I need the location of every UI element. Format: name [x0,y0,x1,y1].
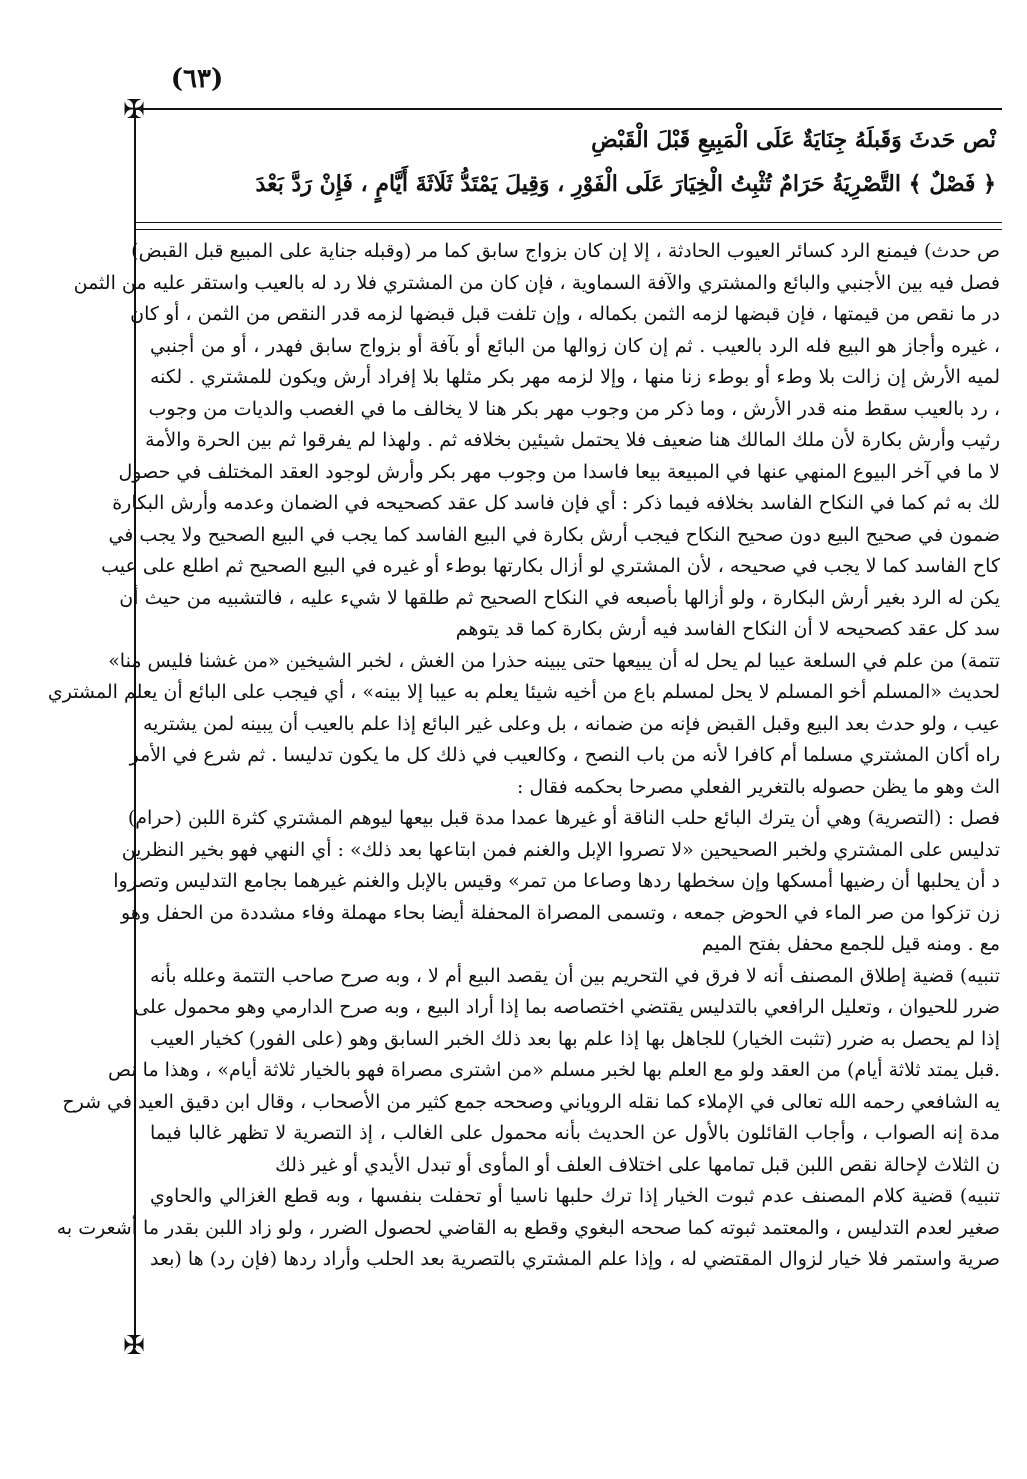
commentary-line: لك به ثم كما في النكاح الفاسد بخلافه فيما ذكر : أي فإن فاسد كل عقد كصحيحه في الضمان وعدمه وأرش البكارة [112,492,1000,514]
matn-line: ﴿ فَصْلٌ ﴾ التَّصْرِيَةُ حَرَامٌ تُثْبِتُ الْخِيَارَ عَلَى الْفَوْرِ ، وَقِيلَ يَمْتَدُّ ثَلَاثَةَ أَيَّامٍ ، فَإِنْ رَدَّ بَعْدَ [255,171,996,197]
commentary-line: .قبل يمتد ثلاثة أيام) من العقد ولو مع العلم بها لخبر مسلم «من اشترى مصراة فهو بالخيار ثلاثة أيام» ، وهذا ما نص [108,1059,1000,1081]
commentary-line: كاح الفاسد كما لا يجب في صحيحه ، لأن المشتري لو أزال بكارتها بوطء أو غيره في البيع الصحيح ثم اطلع على عيب [101,555,1000,577]
commentary-line: فصل : (التصرية) وهي أن يترك البائع حلب الناقة أو غيرها عمدا مدة قبل بيعها ليوهم المشتري كثرة اللبن (حرام) [127,807,1000,829]
commentary-line: الث وهو ما يظن حصوله بالتغرير الفعلي مصرحا بحكمه فقال : [516,775,1000,798]
commentary-line: در ما نقص من قيمتها ، فإن قبضها لزمه الثمن بكماله ، وإن تلفت قبل قبضها لزمه قدر النقص من الثمن ، أو كان [130,303,1000,325]
commentary-line: ن الثلاث لإحالة نقص اللبن قبل تمامها على اختلاف العلف أو المأوى أو تبدل الأيدي أو غير ذلك [275,1153,1000,1176]
commentary-line: سد كل عقد كصحيحه لا أن النكاح الفاسد فيه أرش بكارة كما قد يتوهم [455,618,1000,640]
commentary-line: مدة إنه الصواب ، وأجاب القائلون بالأول عن الحديث بأنه محمول على الغالب ، إذ التصرية لا تظهر غالبا فيما [150,1122,1000,1144]
commentary-line: يكن له الرد بغير أرش البكارة ، ولو أزالها بأصبعه في النكاح الصحيح ثم طلقها لا شيء عليه ، فالتشبيه من حيث أن [119,586,1000,609]
commentary-line: صرية واستمر فلا خيار لزوال المقتضي له ، وإذا علم المشتري بالتصرية بعد الحلب وأراد ردها (فإن رد) ها (بعد [150,1248,1000,1270]
commentary-line: د أن يحلبها أن رضيها أمسكها وإن سخطها ردها وصاعا من تمر» وقيس بالإبل والغنم غيرهما بجامع التدليس وتصروا [113,870,1000,892]
commentary-line: ضمون في صحيح البيع دون صحيح النكاح فيجب أرش بكارة في البيع الفاسد كما يجب في البيع الصحيح ولا يجب في [108,523,1000,546]
page-number: (٦٣) [170,64,224,94]
commentary-line: ص حدث) فيمنع الرد كسائر العيوب الحادثة ، إلا إن كان بزواج سابق كما مر (وقبله جناية على المبيع قبل القبض) [131,240,1000,262]
commentary-line: عيب ، ولو حدث بعد البيع وقبل القبض فإنه من ضمانه ، بل وعلى غير البائع إذا علم بالعيب أن يبينه لمن يشتريه [142,712,1000,735]
corner-ornament-icon: ✠ [123,95,145,125]
commentary-line: تدليس على المشتري ولخبر الصحيحين «لا تصروا الإبل والغنم فمن ابتاعها بعد ذلك» : أي النهي فهو بخير النظرين [121,838,1000,861]
commentary-line: لحديث «المسلم أخو المسلم لا يحل لمسلم باع من أخيه شيئا يعلم به عيبا إلا بينه» ، أي فيجب على البائع أن يعلم المشتري [47,681,1000,703]
commentary-line: ضرر للحيوان ، وتعليل الرافعي بالتدليس يقتضي اختصاصه بما إذا أراد البيع ، وبه صرح الدارمي وهو محمول على [134,996,1000,1018]
commentary-line: تتمة) من علم في السلعة عيبا لم يحل له أن يبيعها حتى يبينه حذرا من الغش ، لخبر الشيخين «من غشنا فليس منا» [108,649,1000,672]
commentary-text [47,236,1000,1340]
commentary-line: زن تزكوا من صر الماء في الحوض جمعه ، وتسمى المصراة المحفلة أيضا بحاء مهملة وفاء مشددة من الحفل وهو [121,901,1000,924]
commentary-line: رثيب وأرش بكارة لأن ملك المالك هنا ضعيف فلا يحتمل شيئين بخلافه ثم . ولهذا لم يفرقوا ثم بين الحرة والأمة [145,429,1000,451]
commentary-line: يه الشافعي رحمه الله تعالى في الإملاء كما نقله الروياني وصححه جمع كثير من الأصحاب ، وقال ابن دقيق العيد في شرح [62,1090,1000,1113]
commentary-line: تنبيه) قضية كلام المصنف عدم ثبوت الخيار إذا ترك حلبها ناسيا أو تحفلت بنفسها ، وبه قطع الغزالي والحاوي [150,1185,1000,1207]
separator-rule [134,229,1002,230]
commentary-line: راه أكان المشتري مسلما أم كافرا لأنه من باب النصح ، وكالعيب في ذلك كل ما يكون تدليسا . ثم شرع في الأمر [129,744,1000,766]
commentary-line: مع . ومنه قيل للجمع محفل بفتح الميم [701,933,1000,955]
commentary-line: صغير لعدم التدليس ، والمعتمد ثبوته كما صححه البغوي وقطع به القاضي لحصول الضرر ، ولو زاد اللبن بقدر ما أشعرت به [56,1216,1000,1239]
commentary-line: إذا لم يحصل به ضرر (تثبت الخيار) للجاهل بها إذا علم بها بعد ذلك الخبر السابق وهو (على الفور) كخيار العيب [150,1027,1000,1050]
matn-line: نْص حَدثَ وَقَبلَهُ جِنَايَةٌ عَلَى الْمَبِيعِ قَبْلَ الْقَبْضِ [591,127,996,153]
commentary-line: لا ما في آخر البيوع المنهي عنها في المبيعة بيعا فاسدا من وجوب مهر بكر وأرش لوجود العقد المختلف في حصول [118,460,1000,483]
commentary-line: ، غيره وأجاز هو البيع فله الرد بالعيب . ثم إن كان زوالها من البائع أو بآفة أو بزواج سابق فهدر ، أو من أجنبي [150,334,1000,357]
commentary-line: لميه الأرش إن زالت بلا وطء أو بوطء زنا منها ، وإلا لزمه مهر بكر مثلها بلا إفراد أرش ويكون للمشتري . لكنه [150,366,1000,388]
separator-rule [134,222,1002,223]
commentary-line: فصل فيه بين الأجنبي والبائع والمشتري والآفة السماوية ، فإن كان من المشتري فلا رد له بالعيب واستقر عليه من الثمن [73,271,1000,294]
matn-text [148,118,996,218]
commentary-line: ، رد بالعيب سقط منه قدر الأرش ، وما ذكر من وجوب مهر بكر هنا لا يخالف ما في الغصب والديات من وجوب [148,397,1000,420]
commentary-line: تنبيه) قضية إطلاق المصنف أنه لا فرق في التحريم بين أن يقصد البيع أم لا ، وبه صرح صاحب التتمة وعلله بأنه [150,964,1000,987]
corner-ornament-icon: ✠ [123,1331,145,1361]
